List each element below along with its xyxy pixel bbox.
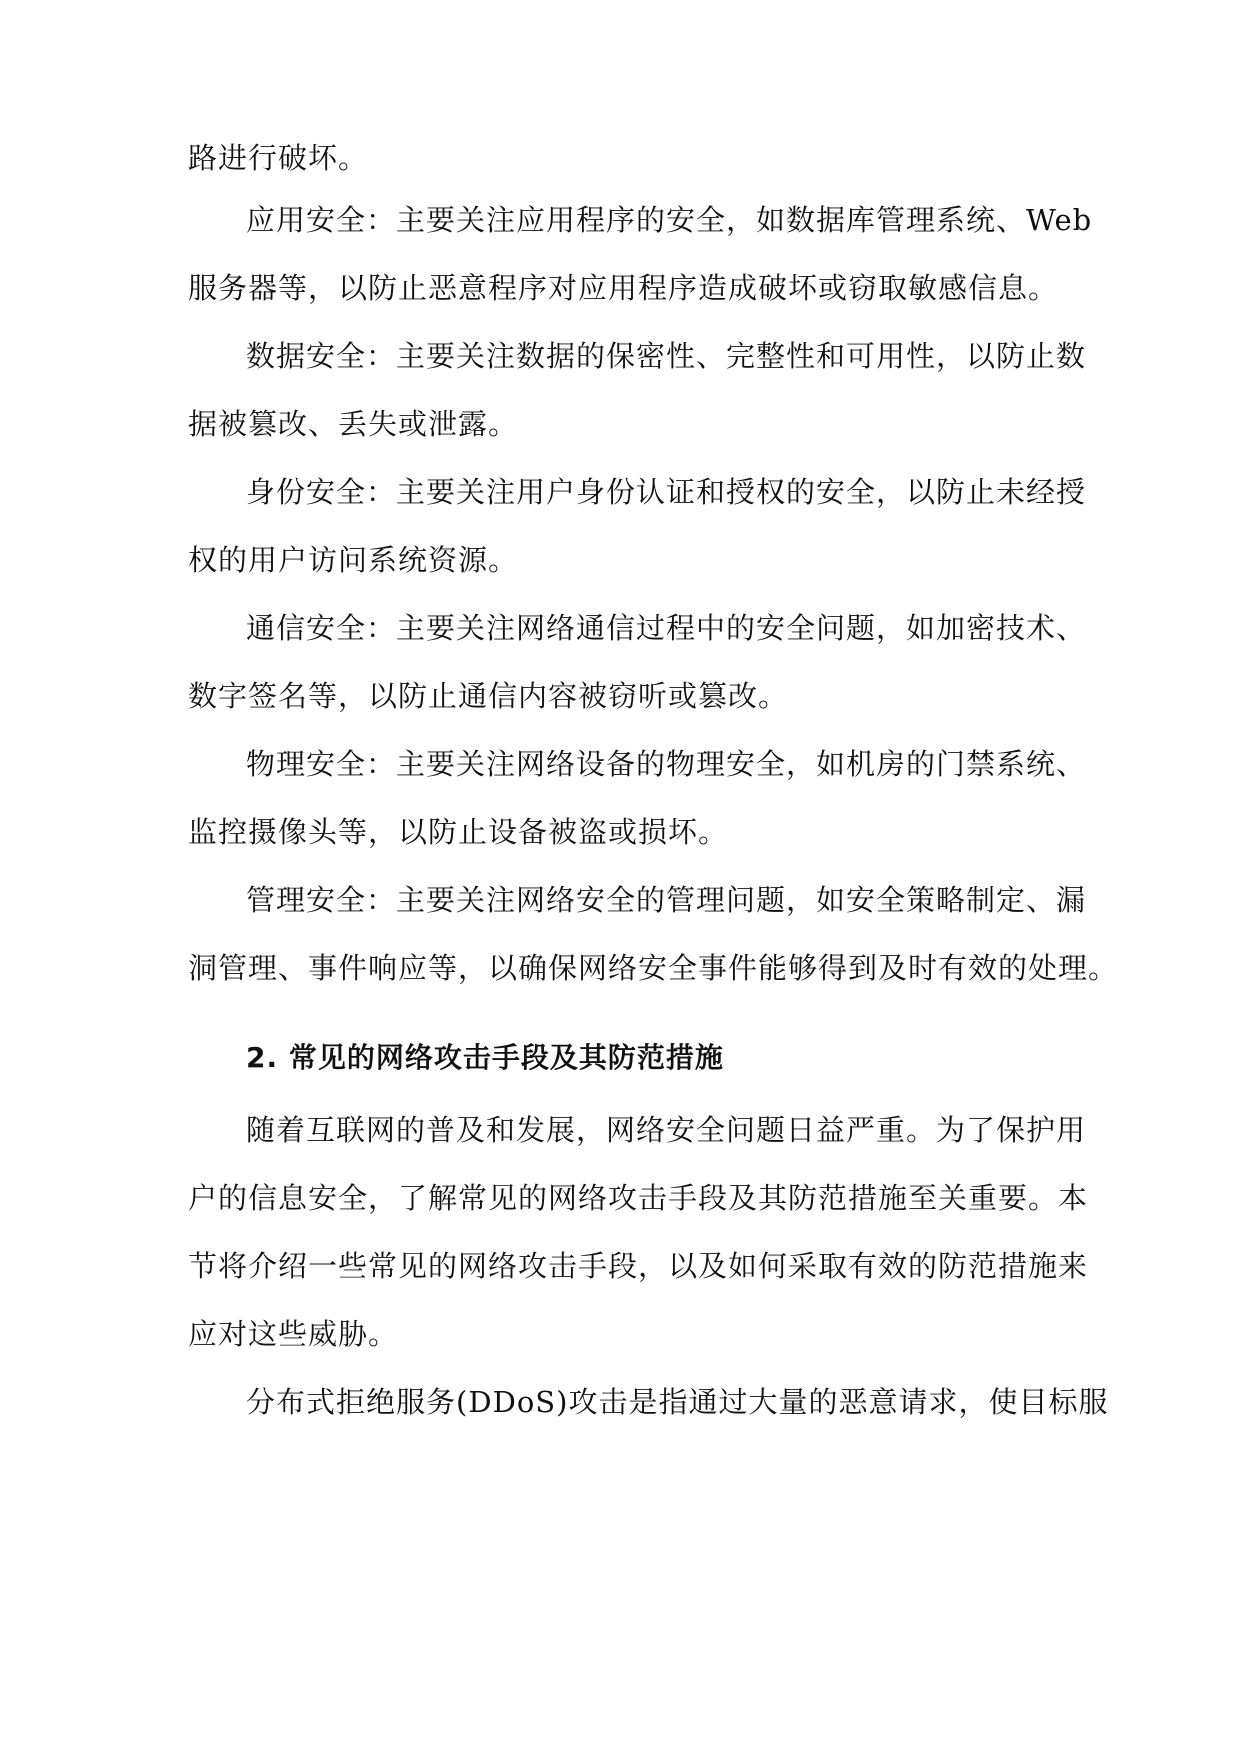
paragraph-identity-security: 身份安全：主要关注用户身份认证和授权的安全，以防止未经授 xyxy=(246,475,1087,509)
text-line: 据被篡改、丢失或泄露。 xyxy=(188,407,519,441)
paragraph-data-security: 数据安全：主要关注数据的保密性、完整性和可用性，以防止数 xyxy=(246,339,1087,373)
paragraph-application-security: 应用安全：主要关注应用程序的安全，如数据库管理系统、Web xyxy=(246,203,1093,237)
text-line: 路进行破坏。 xyxy=(188,141,369,175)
paragraph-management-security: 管理安全：主要关注网络安全的管理问题，如安全策略制定、漏 xyxy=(246,883,1087,917)
text-line: 洞管理、事件响应等，以确保网络安全事件能够得到及时有效的处理。 xyxy=(188,951,1119,985)
text-line: 应对这些威胁。 xyxy=(188,1317,399,1351)
text-line: 节将介绍一些常见的网络攻击手段，以及如何采取有效的防范措施来 xyxy=(188,1249,1089,1283)
section-heading: 2. 常见的网络攻击手段及其防范措施 xyxy=(246,1041,724,1074)
paragraph-physical-security: 物理安全：主要关注网络设备的物理安全，如机房的门禁系统、 xyxy=(246,747,1087,781)
text-line: 监控摄像头等，以防止设备被盗或损坏。 xyxy=(188,815,729,849)
text-line: 数字签名等，以防止通信内容被窃听或篡改。 xyxy=(188,679,789,713)
paragraph-ddos: 分布式拒绝服务(DDoS)攻击是指通过大量的恶意请求，使目标服 xyxy=(246,1385,1109,1419)
paragraph-intro: 随着互联网的普及和发展，网络安全问题日益严重。为了保护用 xyxy=(246,1113,1087,1147)
text-line: 户的信息安全，了解常见的网络攻击手段及其防范措施至关重要。本 xyxy=(188,1181,1089,1215)
text-line: 权的用户访问系统资源。 xyxy=(188,543,519,577)
text-line: 服务器等，以防止恶意程序对应用程序造成破坏或窃取敏感信息。 xyxy=(188,271,1059,305)
paragraph-communication-security: 通信安全：主要关注网络通信过程中的安全问题，如加密技术、 xyxy=(246,611,1087,645)
